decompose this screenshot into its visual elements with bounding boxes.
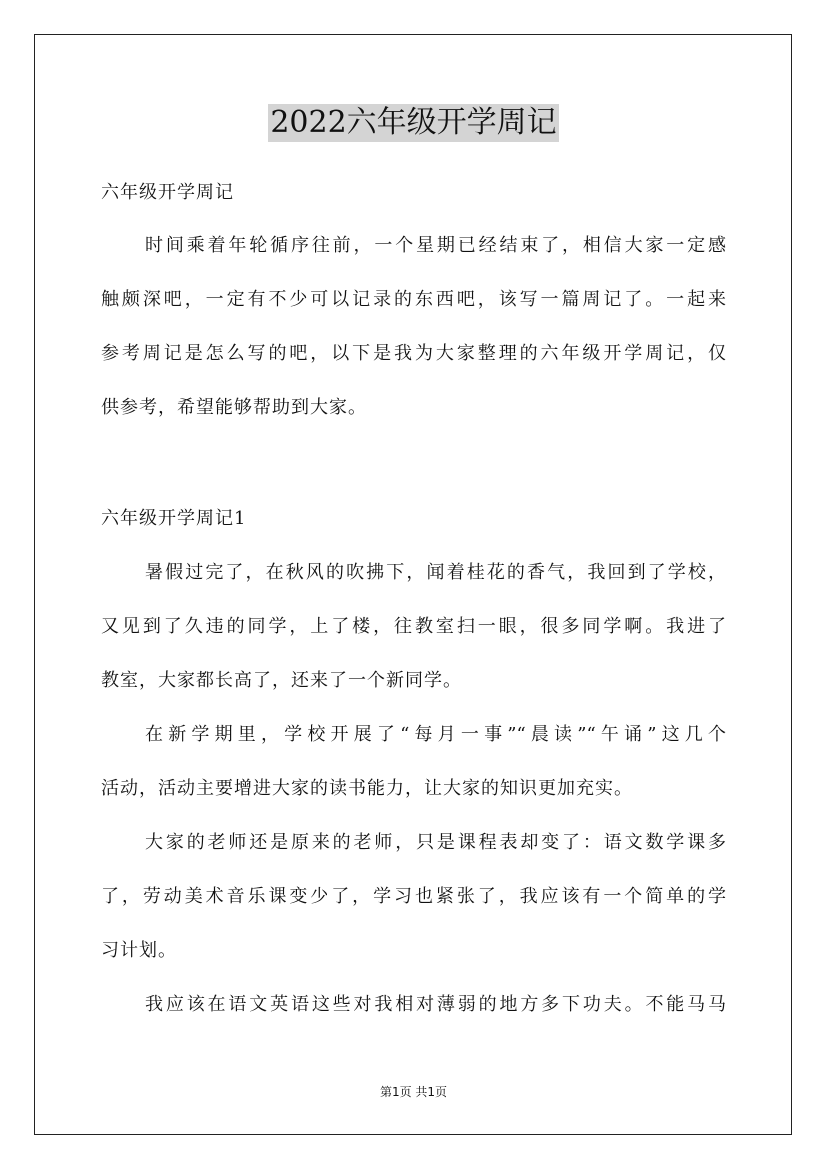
section-1-line-1: 暑假过完了，在秋风的吹拂下，闻着桂花的香气，我回到了学校， [145,562,726,583]
section-1-line-6: 大家的老师还是原来的老师，只是课程表却变了：语文数学课多 [145,832,726,853]
intro-line-1: 时间乘着年轮循序往前，一个星期已经结束了，相信大家一定感 [145,235,726,256]
section-1-line-8: 习计划。 [101,940,177,961]
section-1-heading: 六年级开学周记1 [101,508,247,529]
intro-line-3: 参考周记是怎么写的吧，以下是我为大家整理的六年级开学周记，仅 [101,343,726,364]
page-footer: 第1页 共1页 [379,1085,448,1099]
intro-line-4: 供参考，希望能够帮助到大家。 [101,397,367,418]
section-1-line-5: 活动，活动主要增进大家的读书能力，让大家的知识更加充实。 [101,778,633,799]
section-1-line-2: 又见到了久违的同学，上了楼，往教室扫一眼，很多同学啊。我进了 [101,616,726,637]
section-1-line-9: 我应该在语文英语这些对我相对薄弱的地方多下功夫。不能马马 [145,994,726,1015]
section-1-line-4: 在新学期里，学校开展了“每月一事”“晨读”“午诵”这几个 [145,724,726,745]
section-1-line-7: 了，劳动美术音乐课变少了，学习也紧张了，我应该有一个简单的学 [101,886,726,907]
section-1-line-3: 教室，大家都长高了，还来了一个新同学。 [101,670,462,691]
title-container [0,104,827,142]
document-title: 2022六年级开学周记 [270,105,557,140]
intro-heading: 六年级开学周记 [101,182,234,203]
intro-line-2: 触颇深吧，一定有不少可以记录的东西吧，该写一篇周记了。一起来 [101,289,726,310]
